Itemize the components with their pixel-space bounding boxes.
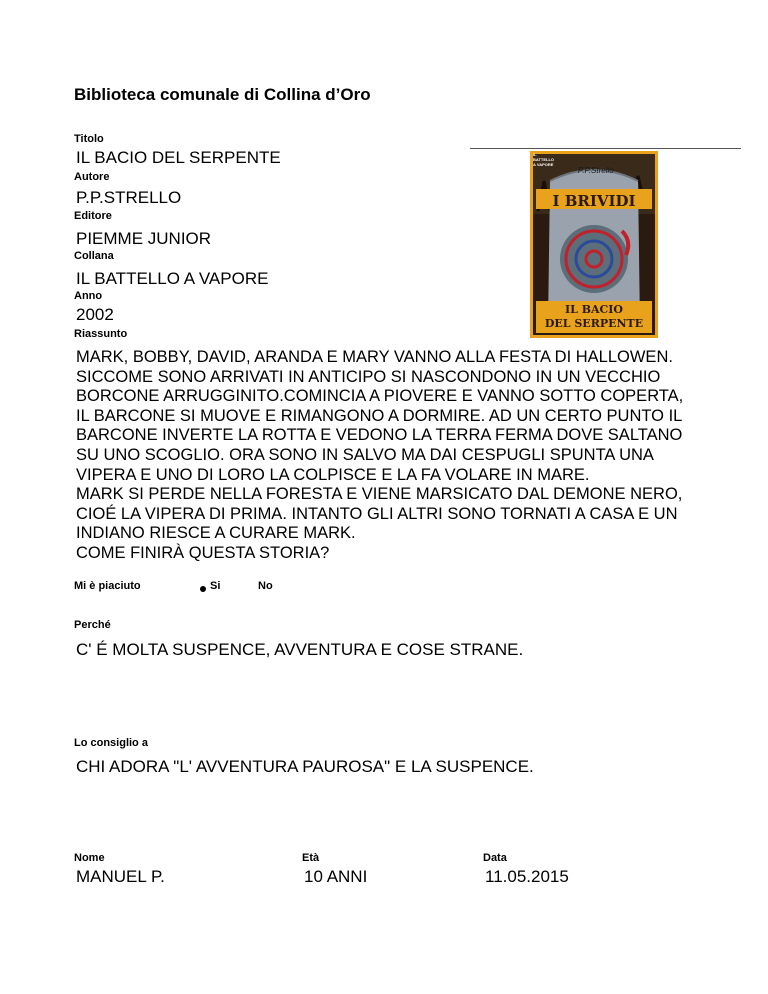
rating-label: Mi è piaciuto	[74, 580, 141, 592]
nome-label: Nome	[74, 852, 105, 864]
autore-label: Autore	[74, 171, 110, 183]
eta-label: Età	[302, 852, 320, 864]
cover-title-line2: DEL SERPENTE	[544, 317, 644, 330]
cover-title-line1: IL BACIO	[564, 303, 624, 316]
data-value: 11.05.2015	[485, 867, 569, 886]
consiglio-label: Lo consiglio a	[74, 737, 148, 749]
consiglio-value: CHI ADORA "L' AVVENTURA PAUROSA" E LA SUSPENCE.	[76, 757, 534, 776]
titolo-label: Titolo	[74, 133, 104, 145]
riassunto-text: MARK, BOBBY, DAVID, ARANDA E MARY VANNO ALLA FESTA DI HALLOWEN. SICCOME SONO ARRIVATI IN ANTICIPO SI NASCONDONO IN UN VECCHIO BORCONE ARRUGGINITO.COMINCIA A PIOVERE E VANNO SOTTO COPERTA, IL BARCONE SI MUOVE E RIMANGONO A DORMIRE. AD UN CERTO PUNTO IL BARCONE INVERTE LA ROTTA E VEDONO LA TERRA FERMA DOVE SALTANO SU UNO SCOGLIO. ORA SONO IN SALVO MA DAI CESPUGLI SPUNTA UNA VIPERA E UNO DI LORO LA COLPISCE E LA FA VOLARE IN MARE. MARK SI PERDE NELLA FORESTA E VIENE MARSICATO DAL DEMONE NERO, CIOÉ LA VIPERA DI PRIMA. INTANTO GLI ALTRI SONO TORNATI A CASA E UN INDIANO RIESCE A CURARE MARK. COME FINIRÀ QUESTA STORIA?	[76, 348, 684, 562]
cover-publisher-mark: IL BATTELLO A VAPORE	[533, 152, 555, 167]
editore-value: PIEMME JUNIOR	[76, 229, 212, 248]
nome-value: MANUEL P.	[76, 867, 165, 886]
riassunto-label: Riassunto	[74, 328, 128, 340]
cover-series: I BRIVIDI	[552, 192, 636, 210]
collana-label: Collana	[74, 250, 114, 262]
cover-divider	[470, 148, 741, 149]
collana-value: IL BATTELLO A VAPORE	[76, 269, 269, 288]
autore-value: P.P.STRELLO	[76, 188, 182, 207]
editore-label: Editore	[74, 210, 112, 222]
cover-author: P.P.Strello	[578, 166, 614, 175]
page-title: Biblioteca comunale di Collina d’Oro	[74, 85, 371, 104]
anno-label: Anno	[74, 290, 103, 302]
titolo-value: IL BACIO DEL SERPENTE	[76, 148, 281, 167]
eta-value: 10 ANNI	[304, 867, 368, 886]
data-label: Data	[483, 852, 507, 864]
perche-value: C' É MOLTA SUSPENCE, AVVENTURA E COSE STRANE.	[76, 640, 524, 659]
perche-label: Perché	[74, 619, 111, 631]
anno-value: 2002	[76, 305, 114, 324]
rating-no-label: No	[258, 580, 273, 592]
rating-yes-radio[interactable]	[200, 586, 206, 592]
rating-yes-label: Si	[210, 580, 221, 592]
